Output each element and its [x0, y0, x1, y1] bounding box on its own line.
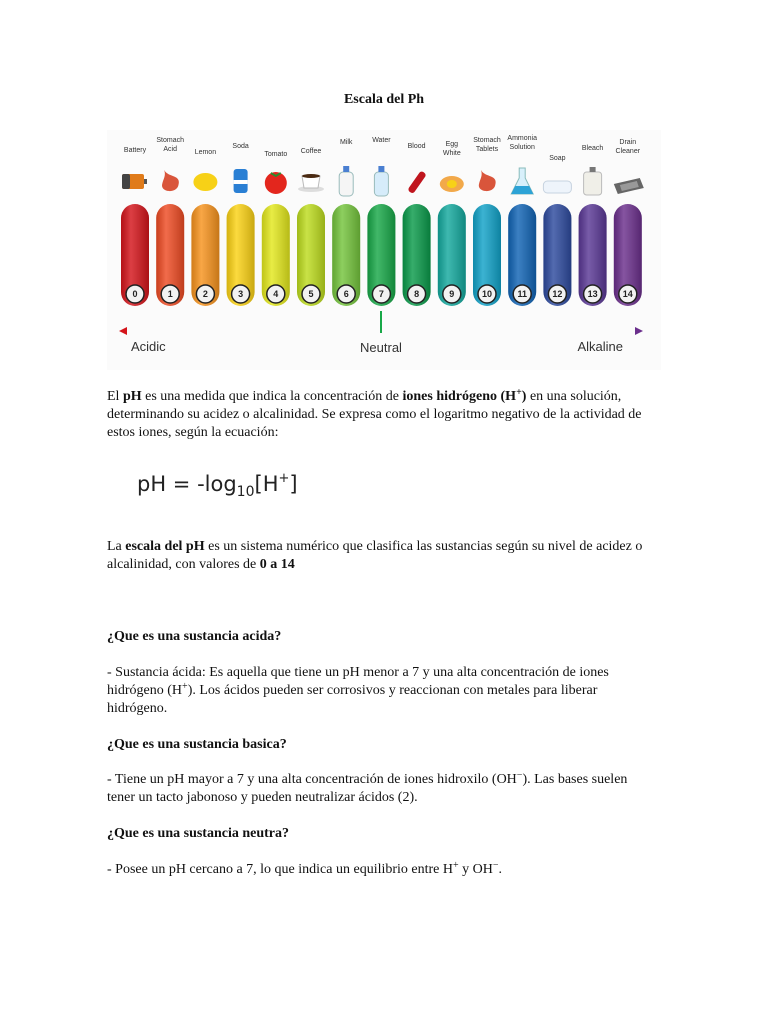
substance-label: Egg White	[442, 141, 461, 157]
ph-number: 5	[308, 289, 314, 299]
substance-label: Blood	[407, 143, 426, 150]
substance-label: Water	[372, 137, 391, 144]
substance-label: Soap	[549, 155, 566, 162]
substance-label: Tomato	[264, 151, 288, 158]
substance-label: Stomach Tablets	[473, 137, 501, 153]
ph-equation: pH = $-\log_{10}[H^+]$	[137, 471, 298, 500]
substance-cup-icon	[298, 174, 324, 192]
ph-number: 4	[273, 289, 279, 299]
ph-number: 8	[414, 289, 420, 299]
ph-level-0	[121, 204, 149, 306]
ph-definition-paragraph: El pH es una medida que indica la concentración de iones hidrógeno (H+) en una solución, determinando su acidez o alcalinidad. Se expresa como el logaritmo negativo de la actividad de estos iones, según la ecuación:	[107, 387, 642, 440]
ph-scale-paragraph: La escala del pH es un sistema numérico que clasifica las sustancias según su nivel de acidez o alcalinidad, con valores de 0 a 14	[107, 539, 643, 572]
ph-level-14	[614, 204, 642, 306]
substance-jug-icon	[584, 167, 602, 195]
ph-level-11	[508, 204, 536, 306]
answer-acid: - Sustancia ácida: Es aquella que tiene un pH menor a 7 y una alta concentración de iones hidrógeno (H+). Los ácidos pueden ser corrosivos y reaccionan con metales para liberar hidrógeno.	[107, 665, 609, 716]
ph-level-10	[473, 204, 501, 306]
ph-number: 0	[132, 289, 138, 299]
ph-scale-figure	[107, 130, 661, 370]
substance-stomach-icon	[479, 170, 496, 191]
answer-neutral: - Posee un pH cercano a 7, lo que indica un equilibrio entre H+ y OH−.	[107, 860, 503, 877]
substance-label: Ammonia Solution	[507, 135, 537, 151]
ph-number: 6	[343, 289, 349, 299]
substance-label: Drain Cleaner	[615, 139, 641, 155]
ph-number: 13	[587, 289, 598, 299]
answer-basic: - Tiene un pH mayor a 7 y una alta concentración de iones hidroxilo (OH−). Las bases suelen tener un tacto jabonoso y pueden neutralizar ácidos (2).	[107, 770, 628, 805]
ph-level-2	[191, 204, 219, 306]
ph-level-1	[156, 204, 184, 306]
substance-stomach-icon	[162, 170, 179, 191]
substance-bottle-icon	[374, 166, 388, 196]
substance-egg-icon	[440, 176, 464, 192]
ph-number: 9	[449, 289, 455, 299]
ph-level-3	[227, 204, 255, 306]
ph-scale-illustration	[107, 130, 661, 370]
ph-number: 14	[622, 289, 633, 299]
page-title: Escala del Ph	[343, 92, 425, 107]
ph-level-7	[367, 204, 395, 306]
ph-level-13	[579, 204, 607, 306]
substance-battery-icon	[122, 174, 147, 189]
substance-can-icon	[234, 169, 248, 193]
substance-bottle-icon	[339, 166, 353, 196]
substance-label: Milk	[339, 139, 353, 146]
ph-level-4	[262, 204, 290, 306]
substance-label: Battery	[123, 147, 147, 154]
substance-soap-icon	[543, 181, 571, 193]
ph-number: 1	[167, 289, 173, 299]
ph-level-5	[297, 204, 325, 306]
ph-number: 10	[481, 289, 493, 299]
substance-label: Lemon	[194, 149, 217, 156]
ph-level-12	[543, 204, 571, 306]
ph-level-8	[403, 204, 431, 306]
substance-label: Stomach Acid	[156, 137, 185, 153]
ph-level-6	[332, 204, 360, 306]
neutral-label: Neutral	[360, 340, 402, 355]
substance-sink-icon	[614, 178, 644, 194]
question-neutral: ¿Que es una sustancia neutra?	[107, 826, 290, 841]
ph-number: 12	[552, 289, 563, 299]
acidic-arrow-icon	[119, 327, 127, 335]
substance-label: Bleach	[581, 145, 604, 152]
ph-number: 2	[202, 289, 208, 299]
ph-number: 7	[378, 289, 384, 299]
ph-number: 11	[517, 289, 527, 299]
alkaline-arrow-icon	[635, 327, 643, 335]
substance-label: Soda	[232, 143, 249, 150]
ph-level-9	[438, 204, 466, 306]
substance-tomato-icon	[265, 172, 287, 194]
substance-label: Coffee	[300, 148, 322, 155]
substance-tube-icon	[407, 170, 426, 194]
substance-flask-icon	[511, 168, 533, 194]
substance-lemon-icon	[193, 173, 217, 191]
acidic-label: Acidic	[131, 339, 166, 354]
alkaline-label: Alkaline	[577, 339, 623, 354]
question-basic: ¿Que es una sustancia basica?	[107, 737, 287, 752]
question-acid: ¿Que es una sustancia acida?	[107, 629, 282, 644]
ph-number: 3	[238, 289, 244, 299]
